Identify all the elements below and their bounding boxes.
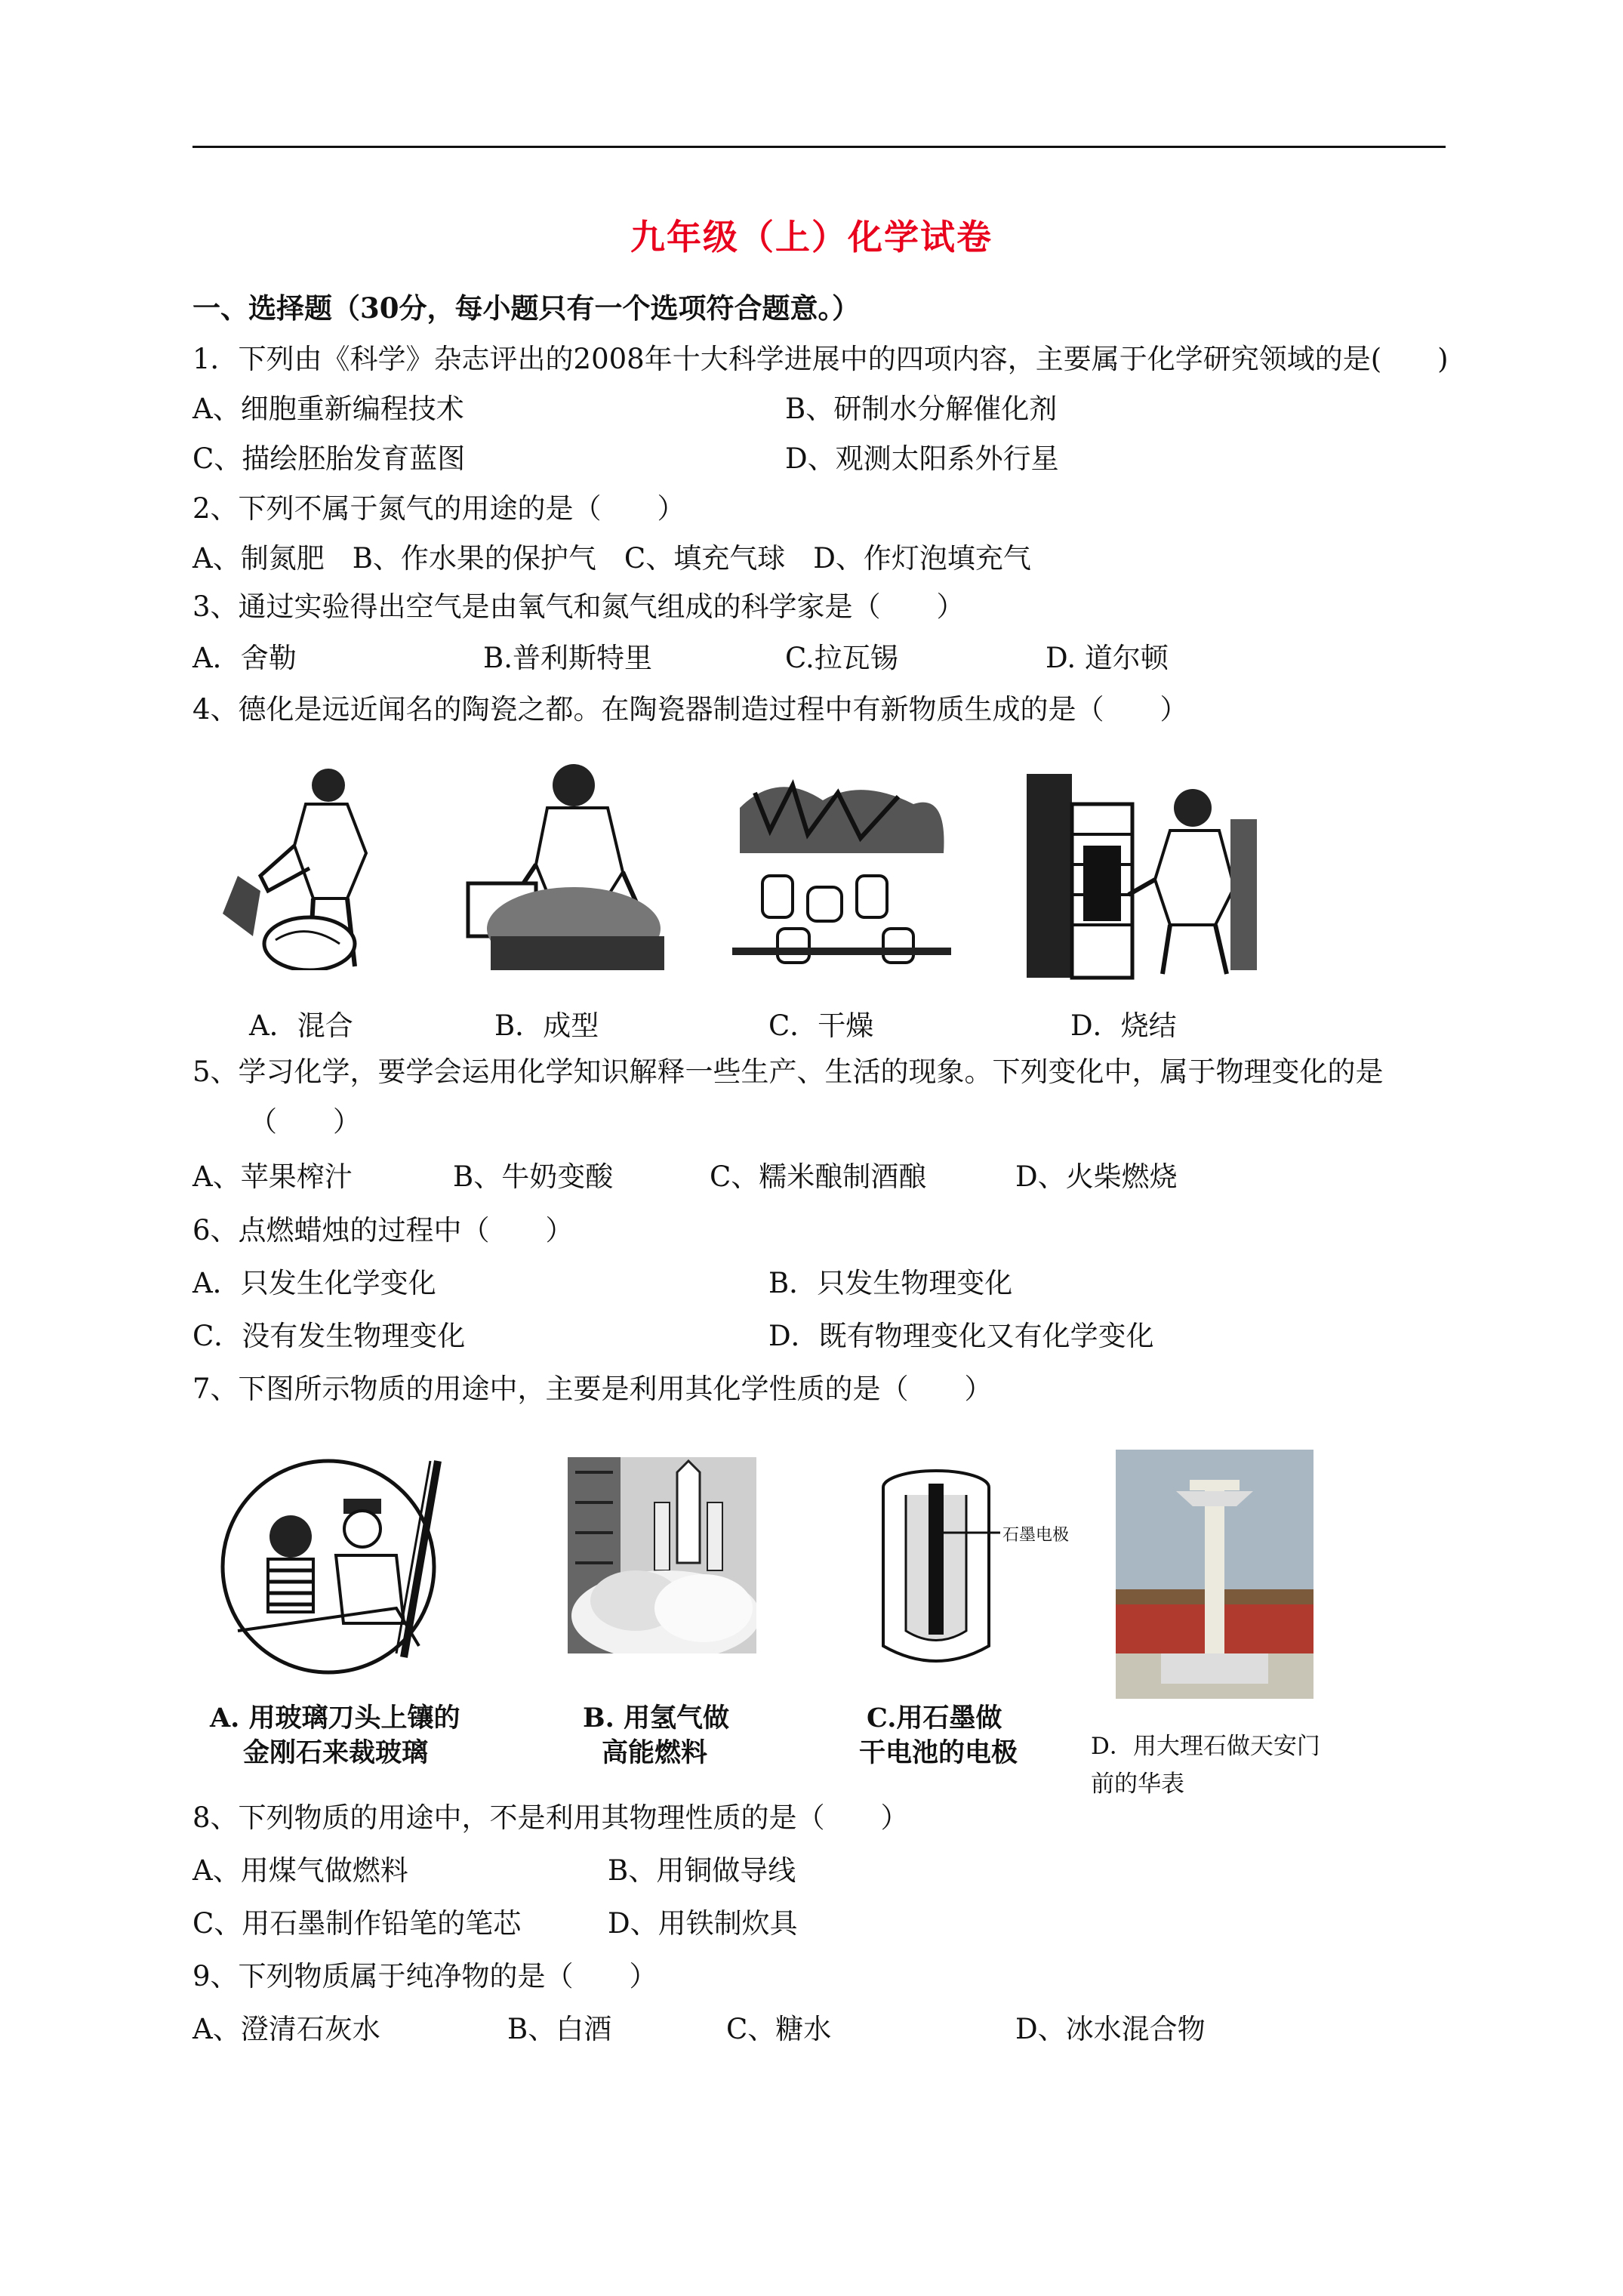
q6-option-a: A．只发生化学变化 <box>192 1267 436 1299</box>
q8-stem: 8、下列物质的用途中，不是利用其物理性质的是（ ） <box>192 1801 909 1834</box>
shaping-illustration <box>460 759 679 974</box>
q7-option-c-line2: 干电池的电极 <box>859 1737 1018 1768</box>
q3-stem: 3、通过实验得出空气是由氧气和氮气组成的科学家是（ ） <box>192 590 965 623</box>
q7-option-a-line2: 金刚石来裁玻璃 <box>243 1737 429 1768</box>
q7-stem: 7、下图所示物质的用途中，主要是利用其化学性质的是（ ） <box>192 1373 993 1405</box>
q8-option-c: C、用石墨制作铅笔的笔芯 <box>192 1907 522 1940</box>
q7-option-d-line1: D．用大理石做天安门 <box>1091 1733 1320 1760</box>
q3-option-b: B.普利斯特里 <box>483 642 652 674</box>
huabiao-photo <box>1116 1450 1313 1699</box>
q9-stem: 9、下列物质属于纯净物的是（ ） <box>192 1960 658 1992</box>
q4-option-a: A．混合 <box>249 1009 353 1042</box>
q7-option-b-line2: 高能燃料 <box>602 1737 708 1768</box>
q6-option-b: B．只发生物理变化 <box>768 1267 1013 1299</box>
q1-option-d: D、观测太阳系外行星 <box>785 442 1059 475</box>
rocket-launch-photo <box>568 1457 756 1653</box>
q5-option-d: D、火柴燃烧 <box>1015 1160 1178 1193</box>
q5-option-c: C、糯米酿制酒酿 <box>710 1160 927 1193</box>
q6-stem: 6、点燃蜡烛的过程中（ ） <box>192 1214 574 1247</box>
electrode-label: 石墨电极 <box>1002 1526 1070 1545</box>
q7-option-d-line2: 前的华表 <box>1091 1771 1184 1798</box>
q4-option-d: D．烧结 <box>1070 1009 1177 1042</box>
q9-option-a: A、澄清石灰水 <box>192 2013 380 2045</box>
q5-option-b: B、牛奶变酸 <box>453 1160 614 1193</box>
q7-option-b-line1: B. 用氢气做 <box>583 1703 729 1734</box>
drying-illustration <box>732 763 951 978</box>
q1-option-b: B、研制水分解催化剂 <box>785 393 1058 425</box>
sintering-illustration <box>1027 774 1261 982</box>
q2-stem: 2、下列不属于氮气的用途的是（ ） <box>192 492 685 525</box>
q8-option-b: B、用铜做导线 <box>608 1854 796 1887</box>
q2-options: A、制氮肥 B、作水果的保护气 C、填充气球 D、作灯泡填充气 <box>192 542 1031 575</box>
mixing-illustration <box>215 763 411 970</box>
q1-option-a: A、细胞重新编程技术 <box>192 393 464 425</box>
q9-option-b: B、白酒 <box>507 2013 612 2045</box>
q7-option-c-line1: C.用石墨做 <box>867 1703 1002 1734</box>
q7-option-a-line1: A. 用玻璃刀头上镶的 <box>210 1703 460 1734</box>
q4-option-c: C．干燥 <box>768 1009 874 1042</box>
q9-option-d: D、冰水混合物 <box>1015 2013 1206 2045</box>
q9-option-c: C、糖水 <box>726 2013 832 2045</box>
q5-stem: 5、学习化学，要学会运用化学知识解释一些生产、生活的现象。下列变化中，属于物理变化的是 <box>192 1056 1384 1088</box>
q8-option-a: A、用煤气做燃料 <box>192 1854 408 1887</box>
q8-option-d: D、用铁制炊具 <box>608 1907 798 1940</box>
q4-option-b: B．成型 <box>494 1009 599 1042</box>
q3-option-a: A．舍勒 <box>192 642 297 674</box>
section-heading: 一、选择题（30分，每小题只有一个选项符合题意。） <box>192 291 860 325</box>
q6-option-d: D．既有物理变化又有化学变化 <box>768 1320 1154 1352</box>
q1-option-c: C、描绘胚胎发育蓝图 <box>192 442 466 475</box>
glass-cutter-illustration <box>215 1457 464 1676</box>
header-rule <box>192 146 1446 148</box>
q3-option-c: C.拉瓦锡 <box>785 642 898 674</box>
q1-stem: 1．下列由《科学》杂志评出的2008年十大科学进展中的四项内容，主要属于化学研究领域的是( ) <box>192 343 1449 375</box>
q3-option-d: D. 道尔顿 <box>1046 642 1169 674</box>
q5-option-a: A、苹果榨汁 <box>192 1160 353 1193</box>
q5-answer-paren: （ ） <box>249 1105 361 1138</box>
q4-stem: 4、德化是远近闻名的陶瓷之都。在陶瓷器制造过程中有新物质生成的是（ ） <box>192 693 1188 726</box>
dry-battery-diagram <box>876 1469 1079 1672</box>
page-title: 九年级（上）化学试卷 <box>630 217 993 257</box>
q6-option-c: C．没有发生物理变化 <box>192 1320 466 1352</box>
